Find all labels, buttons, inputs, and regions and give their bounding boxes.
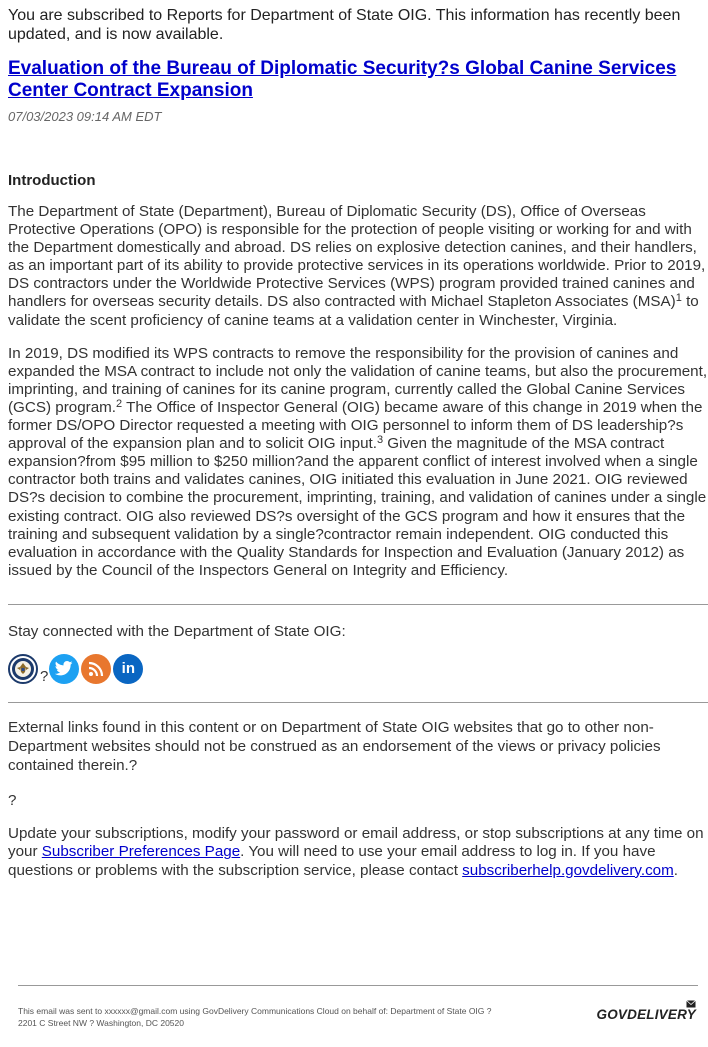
linkedin-icon[interactable]: in: [113, 654, 143, 684]
paragraph-2-text-a: In 2019, DS modified its WPS contracts to remove the responsibility for the provision of canines and expanded the MSA contract to include not only the validation of canine teams, but also the procurement, imprinting, and training of canines for its canine program, currently called the Global Canine Services (GCS) program.: [8, 344, 708, 416]
social-separator: ?: [40, 667, 49, 685]
state-seal-icon[interactable]: [8, 654, 38, 684]
social-links: [8, 654, 708, 684]
state-seal-graphic: [11, 657, 35, 681]
update-text-a: Update your subscriptions, modify your password or email address, or stop subscriptions at any time on your: [8, 824, 704, 861]
footer-text: [18, 1005, 492, 1029]
blank-line-mark: ?: [8, 791, 17, 809]
footer-line-1: This email was sent to xxxxxx@gmail.com using GovDelivery Communications Cloud on behalf of: Department of State OIG ?: [18, 1006, 492, 1016]
update-text-c: .: [673, 861, 678, 879]
section-heading: Introduction: [8, 172, 96, 189]
paragraph-2: [8, 345, 708, 580]
subscriber-help-link[interactable]: subscriberhelp.govdelivery.com: [462, 861, 674, 879]
paragraph-2-text-b: The Office of Inspector General (OIG) became aware of this change in 2019 when the former DS/OPO Director requested a meeting with OIG personnel to inform them of DS leadership?s approval of the expansion plan and to solicit OIG input.: [8, 398, 703, 453]
subscription-notice: You are subscribed to Reports for Department of State OIG. This information has recently been updated, and is now available.: [8, 7, 681, 43]
stay-connected-text: Stay connected with the Department of State OIG:: [8, 622, 346, 640]
twitter-bird-graphic: [55, 661, 73, 676]
rss-graphic: [88, 661, 104, 677]
external-links-disclaimer: External links found in this content or on Department of State OIG websites that go to other non-Department websites should not be construed as an endorsement of the views or privacy policies contained therein.?: [8, 718, 661, 774]
govdelivery-logo[interactable]: GOVDELIVERY: [596, 1007, 696, 1022]
footnote-1: 1: [675, 292, 682, 305]
update-text-b: . You will need to use your email address to log in. If you have questions or problems with the subscription service, please contact: [8, 843, 656, 879]
email-body: [8, 6, 708, 880]
footer-line-2: 2201 C Street NW ? Washington, DC 20520: [18, 1018, 184, 1028]
divider: [8, 702, 708, 703]
article-title-link[interactable]: Evaluation of the Bureau of Diplomatic Security?s Global Canine Services Center Contract Expansion: [8, 58, 677, 101]
update-subscriptions-text: [8, 825, 708, 881]
article-date: 07/03/2023 09:14 AM EDT: [8, 109, 162, 124]
divider: [8, 604, 708, 605]
subscriber-preferences-link[interactable]: Subscriber Preferences Page: [41, 843, 241, 861]
paragraph-1-text-b: to validate the scent proficiency of canine teams at a validation center in Winchester, Virginia.: [8, 293, 699, 329]
paragraph-2-text-c: Given the magnitude of the MSA contract expansion?from $95 million to $250 million?and the apparent conflict of interest involved when a single contractor both trains and validates canines, OIG initiated this evaluation in June 2021. OIG reviewed DS?s decision to combine the procurement, imprinting, training, and validation of canines under a single existing contract. OIG also reviewed DS?s oversight of the GCS program and how it ensures that the training and subsequent validation by a single?contractor remain independent. OIG conducted this evaluation in accordance with the Quality Standards for Inspection and Evaluation (January 2012) as issued by the Council of the Inspectors General on Integrity and Efficiency.: [8, 435, 707, 579]
footer-divider: [18, 985, 698, 986]
paragraph-1: [8, 203, 708, 330]
footnote-2: 2: [116, 397, 123, 410]
footnote-3: 3: [376, 434, 384, 447]
rss-icon[interactable]: [81, 654, 111, 684]
twitter-icon[interactable]: [49, 654, 79, 684]
paragraph-1-text-a: The Department of State (Department), Bureau of Diplomatic Security (DS), Office of Overseas Protective Operations (OPO) is responsible for the protection of people visiting or working for and with the Department domestically and abroad. DS relies on explosive detection canines, and their handlers, as an important part of its ability to provide protective services in its operations worldwide. Prior to 2019, DS contractors under the Worldwide Protective Services (WPS) program provided trained canines and handlers for overseas security details. DS also contracted with Michael Stapleton Associates (MSA): [8, 203, 706, 311]
